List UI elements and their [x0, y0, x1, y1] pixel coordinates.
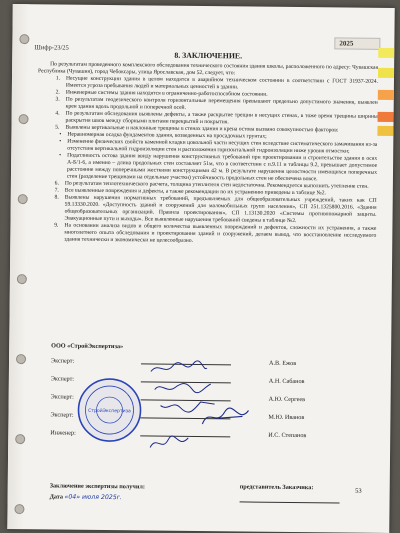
sticky-note: [378, 90, 394, 100]
date-value: «04» июля 2025г.: [64, 493, 122, 502]
binding-ring: [15, 434, 25, 444]
binding-ring: [17, 274, 27, 284]
signature-scribble: [198, 404, 258, 431]
sticky-note: [378, 68, 394, 78]
cause-bullet: • Изменение физических свойств каменной кладки цокольной части несущих стен вследствие систематического замачивания из-за отсутствия вертикальной гидроизоляции стен и расположения горизонтальной гидроизоляции ниже уровня отмостки;: [37, 138, 377, 156]
cause-bullet: • Неравномерная осадка фундаментов здания, возведенных на просадочных грунтах;: [37, 131, 377, 142]
signature-row: Эксперт: А.Н. Сабанов: [50, 375, 305, 386]
signature-row: Инженер: И.С. Степанов: [50, 429, 307, 440]
date-label: Дата: [49, 493, 64, 501]
binding-ring: [19, 34, 29, 44]
list-item: 4. По результатам обследования выявлены дефекты, а также раскрытие трещин в несущих стенах, в тоже время трещины ширины раскрытия швов между сборными плитами перекрытий и покрытия.: [55, 110, 378, 126]
organization-name: ООО «СтройЭкспертиза»: [51, 342, 124, 351]
page-number: 53: [355, 487, 362, 495]
document-code: Шифр-23/25: [34, 44, 69, 52]
binding-ring: [14, 504, 24, 514]
binding-strip: [7, 4, 28, 529]
signature-row: Эксперт: А.В. Ежов: [50, 357, 297, 368]
list-item: 2. Инженерные системы здания находятся в ограниченно-работоспособном состоянии.: [55, 89, 268, 98]
sticky-note: [378, 112, 394, 122]
signature-scribble: [153, 380, 213, 397]
list-item: 8. Выявлены нарушения нормативных требований, предъявляемых для общеобразовательных учреждений, таких как СП 59.13330.2020. «Доступность зданий и сооружений для маломобильных групп населения», СП 251.1325800.2016. «Здания общеобразовательных организаций. Правила проектирования», СП 1.13130.2020 «Системы противопожарной защиты. Эвакуационные пути и выходы». Все выявленные нарушения требований сведены в таблице №2.: [54, 194, 377, 224]
signature-row: Эксперт: А.Ю. Сергеев: [50, 393, 306, 404]
signature-scribble: [148, 433, 192, 453]
list-item: 9. На основании анализа видов и общего количества выявленных повреждений и дефектов, сложности их устранения, а также многолетнего опыта обследования и проектирования зданий и сооружений, делаем вывод, что восстановление исследуемого здания технически и экономически не целесообразно.: [54, 222, 377, 244]
year-tab: 2025: [334, 37, 380, 49]
sticky-note: [378, 48, 394, 58]
customer-signature-line: [240, 501, 340, 503]
signature-scribble: [149, 359, 209, 378]
document-page: [7, 4, 394, 533]
intro-paragraph: По результатам проведенного комплексного обследования технического состояния здания школы, расположенного по адресу: Чувашская Республика (Чувашия), город Чебоксары, улица Ярославская, дом 52, следует, что:: [38, 61, 379, 77]
list-item: 6. По результатам теплотехнического расчета, толщина утеплителя стен недостаточна. Рекомендуется выполнить утепление стен.: [54, 180, 369, 190]
received-label: Заключение экспертизы получил:: [49, 482, 145, 491]
list-item: 1. Несущие конструкции здания в целом находятся в аварийном техническом состоянии в соответствии с ГОСТ 31937-2024. Имеется угроза пребывания людей и материальных ценностей в здании.: [55, 75, 378, 91]
binding-ring: [16, 354, 26, 364]
svg-text:СтройЭкспертиза: СтройЭкспертиза: [88, 408, 131, 415]
conclusion-body: [36, 50, 378, 247]
signature-row: Эксперт: М.Ю. Иванов: [50, 411, 305, 422]
list-item: 3. По результатам геодезического контроля горизонтальные перемещения превышают предельно допустимого значения, выявлен крен здания вдоль продольной и поперечной осей.: [55, 96, 378, 111]
list-item: 7. Все выявленные повреждения и дефекты, а также рекомендации по их устранению приведены в таблице №2.: [54, 187, 326, 197]
list-item: 5. Выявлены вертикальные и наклонные трещины в стенах здания и крена остова вызвано совокупностью факторов:: [55, 124, 339, 134]
receipt-footer: [49, 482, 369, 510]
cause-bullet: • Податливость остова здания ввиду нарушения конструктивных требований при проектировании и строительстве здания в осях А-Б/1-6, а именно – длина продольных стен составляет 51м, что в соответствии с п.9.11 и таблицы 9.2, превышает допустимое расстояние между поперечными жесткими конструкциями 42 м. В результате нарушения целостности имеющихся поперечных стен (разделение трещинами на отдельные участки) устойчивость продольных стен не обеспечена вовсе.: [37, 152, 377, 184]
binding-ring: [18, 194, 28, 204]
section-title: 8. ЗАКЛЮЧЕНИЕ.: [174, 50, 243, 61]
company-stamp: [76, 377, 143, 444]
customer-label: представитель Заказчика:: [239, 483, 314, 492]
sticky-note: [377, 126, 393, 136]
binding-ring: [19, 114, 29, 124]
